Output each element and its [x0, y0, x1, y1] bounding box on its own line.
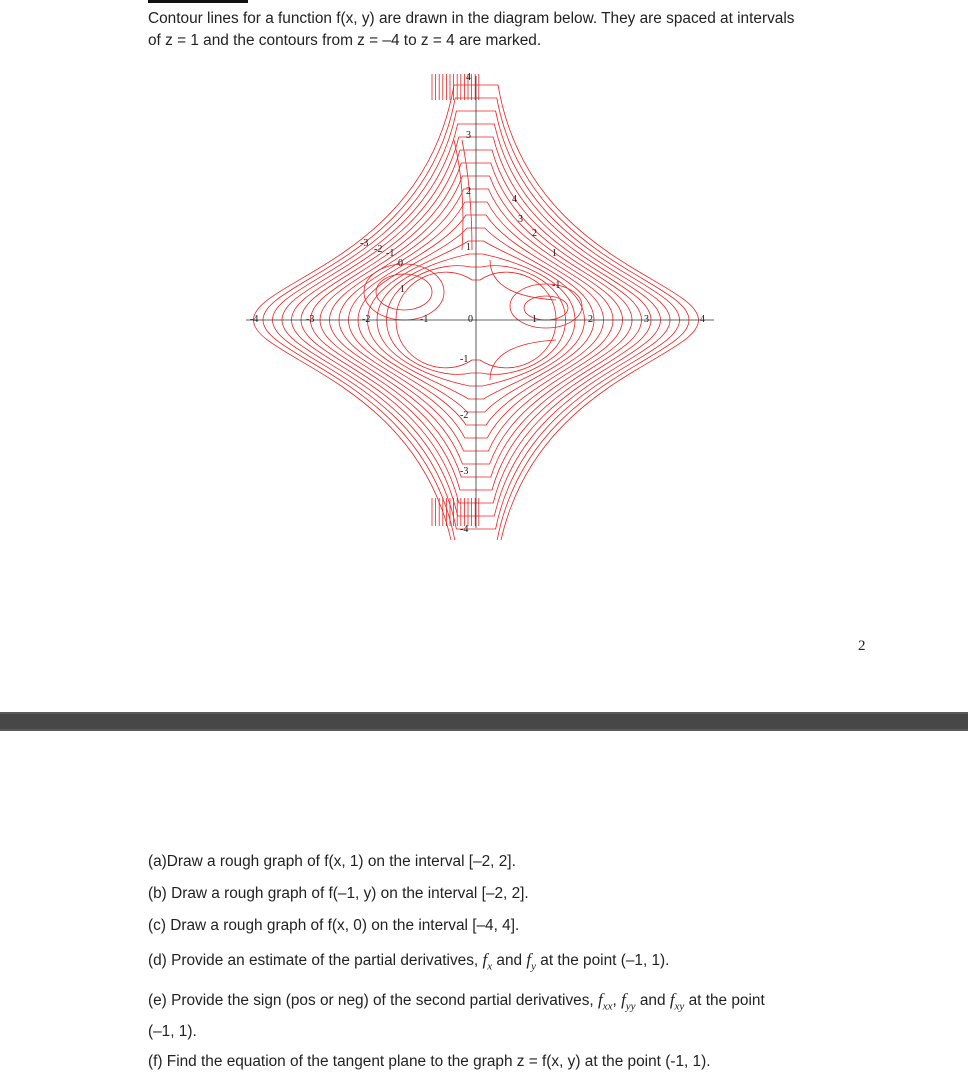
y-tick: 2 — [466, 186, 471, 197]
question-c: (c) Draw a rough graph of f(x, 0) on the interval [–4, 4]. — [148, 917, 520, 934]
y-tick-labels — [460, 72, 471, 535]
intro-paragraph — [148, 8, 888, 52]
page-number: 2 — [858, 638, 866, 654]
contour-label: -1 — [552, 280, 561, 291]
question-e-text: (e) Provide the sign (pos or neg) of the second partial derivatives, — [148, 992, 594, 1009]
x-tick: -3 — [306, 314, 315, 325]
question-e-line-2: (–1, 1). — [148, 1023, 197, 1040]
contour-line — [524, 296, 568, 320]
y-tick: 4 — [466, 72, 471, 83]
contour-label: -3 — [360, 238, 369, 249]
contour-label: 1 — [400, 284, 405, 295]
question-a: (a)Draw a rough graph of f(x, 1) on the interval [–2, 2]. — [148, 853, 516, 870]
x-tick: -4 — [250, 314, 259, 325]
y-tick: -1 — [460, 354, 469, 365]
page-separator-inner — [0, 714, 968, 729]
question-d-tail: at the point (–1, 1). — [540, 952, 670, 969]
question-e-tail: at the point — [688, 992, 765, 1009]
contour-plot — [240, 70, 720, 540]
x-tick: -1 — [420, 314, 429, 325]
and-word: and — [496, 952, 523, 969]
intro-line-2: of z = 1 and the contours from z = –4 to z = 4 are marked. — [148, 32, 542, 49]
intro-line-1: Contour lines for a function f(x, y) are drawn in the diagram below. They are spaced at intervals — [148, 10, 795, 27]
contour-label: -2 — [374, 244, 383, 255]
x-tick: 4 — [700, 314, 705, 325]
x-tick: -2 — [362, 314, 371, 325]
x-tick: 0 — [468, 314, 473, 325]
y-tick: -4 — [460, 524, 469, 535]
heading-remnant — [148, 0, 248, 3]
contour-label: 2 — [532, 228, 537, 239]
axes — [246, 76, 714, 528]
contour-label: 1 — [552, 248, 557, 259]
question-f: (f) Find the equation of the tangent plane to the graph z = f(x, y) at the point (-1, 1). — [148, 1053, 711, 1070]
comma: , — [612, 992, 617, 1009]
contour-label: 4 — [512, 194, 517, 205]
contour-label: -1 — [386, 248, 395, 259]
y-tick: -2 — [460, 410, 469, 421]
question-e — [148, 989, 888, 1017]
page-separator — [0, 712, 968, 731]
fxx-symbol: $f_{xx}$ — [598, 990, 613, 1013]
and-word: and — [639, 992, 666, 1009]
contour-label: 0 — [398, 258, 403, 269]
fyy-symbol: $f_{yy}$ — [621, 990, 636, 1013]
question-d — [148, 949, 888, 977]
page-2 — [0, 731, 968, 1079]
y-tick: 3 — [466, 130, 471, 141]
question-b: (b) Draw a rough graph of f(–1, y) on the interval [–2, 2]. — [148, 885, 529, 902]
x-tick: 1 — [532, 314, 537, 325]
x-tick: 3 — [644, 314, 649, 325]
x-tick-labels — [250, 314, 705, 325]
y-tick: 1 — [466, 242, 471, 253]
x-tick: 2 — [588, 314, 593, 325]
contour-label: 3 — [518, 214, 523, 225]
y-tick: -3 — [460, 466, 469, 477]
fy-symbol: $f_y$ — [526, 950, 536, 973]
fx-symbol: $f_x$ — [482, 950, 493, 973]
question-d-text: (d) Provide an estimate of the partial derivatives, — [148, 952, 479, 969]
fxy-symbol: $f_{xy}$ — [669, 990, 685, 1013]
